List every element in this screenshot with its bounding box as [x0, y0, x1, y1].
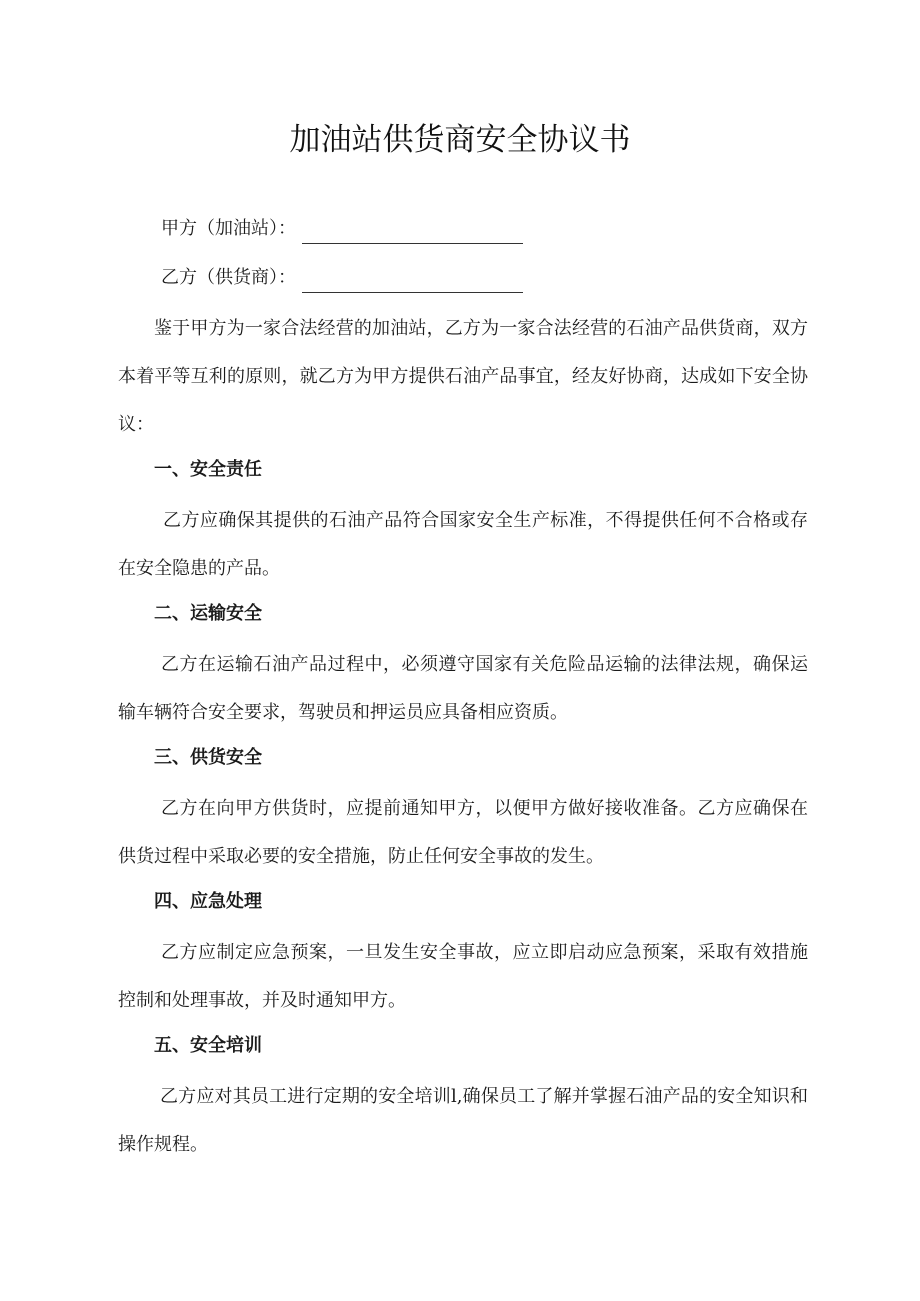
intro-paragraph: 鉴于甲方为一家合法经营的加油站，乙方为一家合法经营的石油产品供货商，双方本着平等互利的原则，就乙方为甲方提供石油产品事宜，经友好协商，达成如下安全协议： — [118, 318, 808, 435]
section-body-safety-training: 乙方应对其员工进行定期的安全培训l,确保员工了解并掌握石油产品的安全知识和操作规程。 — [118, 1086, 808, 1155]
section-body-emergency-handling: 乙方应制定应急预案，一旦发生安全事故，应立即启动应急预案，采取有效措施控制和处理事故，并及时通知甲方。 — [118, 942, 808, 1011]
party-b-blank-line[interactable] — [302, 268, 523, 293]
party-a-blank-line[interactable] — [302, 219, 523, 244]
section-body-transport-safety: 乙方在运输石油产品过程中，必须遵守国家有关危险品运输的法律法规，确保运输车辆符合安全要求，驾驶员和押运员应具备相应资质。 — [118, 654, 808, 723]
section-heading-supply-safety: 三、供货安全 — [154, 747, 262, 768]
section-heading-emergency-handling: 四、应急处理 — [154, 891, 262, 912]
party-a-label: 甲方（加油站）： — [161, 218, 296, 239]
section-heading-safety-training: 五、安全培训 — [154, 1035, 262, 1056]
document-title: 加油站供货商安全协议书 — [289, 122, 631, 158]
section-body-supply-safety: 乙方在向甲方供货时，应提前通知甲方，以便甲方做好接收准备。乙方应确保在供货过程中采取必要的安全措施，防止任何安全事故的发生。 — [118, 798, 808, 867]
section-body-safety-responsibility: 乙方应确保其提供的石油产品符合国家安全生产标准，不得提供任何不合格或存在安全隐患的产品。 — [118, 510, 808, 579]
section-heading-safety-responsibility: 一、安全责任 — [154, 459, 262, 480]
party-b-label: 乙方（供货商）： — [161, 267, 296, 288]
party-b-field — [161, 263, 523, 293]
section-heading-transport-safety: 二、运输安全 — [154, 603, 262, 624]
party-a-field — [161, 214, 523, 244]
